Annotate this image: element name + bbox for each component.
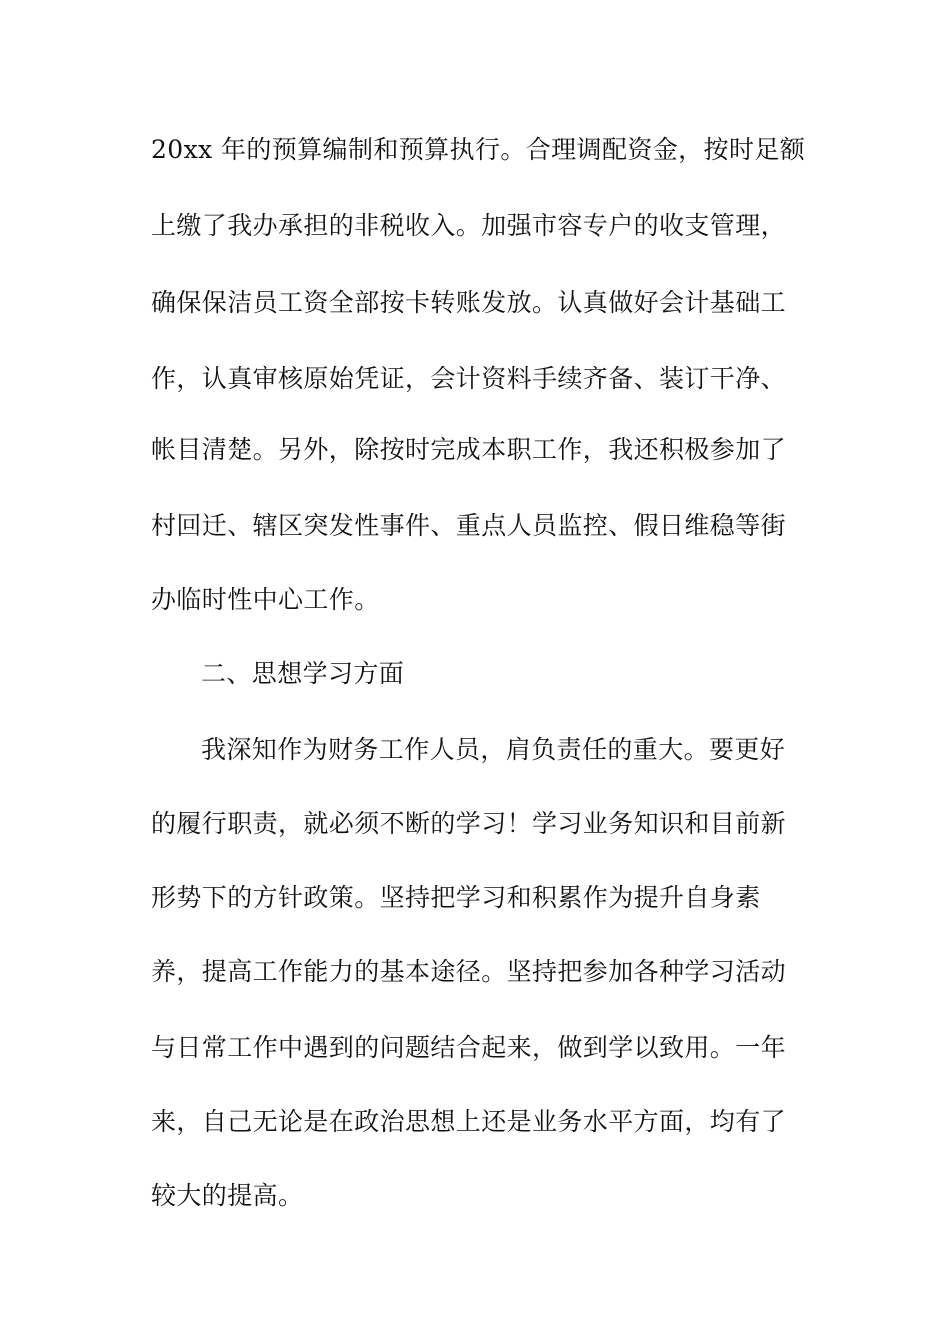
body-text-line: 较大的提高。 bbox=[151, 1181, 304, 1210]
body-text-line: 20xx 年的预算编制和预算执行。合理调配资金，按时足额 bbox=[151, 135, 806, 164]
body-text-line: 形势下的方针政策。坚持把学习和积累作为提升自身素 bbox=[151, 883, 761, 912]
body-text-line: 确保保洁员工资全部按卡转账发放。认真做好会计基础工 bbox=[151, 288, 787, 317]
body-text-line: 的履行职责，就必须不断的学习！学习业务知识和目前新 bbox=[151, 809, 787, 838]
body-text-line: 村回迁、辖区突发性事件、重点人员监控、假日维稳等街 bbox=[151, 511, 787, 540]
body-text-line: 帐目清楚。另外，除按时完成本职工作，我还积极参加了 bbox=[151, 435, 787, 464]
body-text-line: 我深知作为财务工作人员，肩负责任的重大。要更好 bbox=[201, 735, 786, 764]
body-text-line: 上缴了我办承担的非税收入。加强市容专户的收支管理， bbox=[151, 211, 787, 240]
body-text-line: 作，认真审核原始凭证，会计资料手续齐备、装订干净、 bbox=[151, 364, 787, 393]
section-heading: 二、思想学习方面 bbox=[201, 659, 405, 688]
body-text-line: 办临时性中心工作。 bbox=[151, 585, 380, 614]
body-text-line: 来，自己无论是在政治思想上还是业务水平方面，均有了 bbox=[151, 1107, 787, 1136]
body-text-line: 养，提高工作能力的基本途径。坚持把参加各种学习活动 bbox=[151, 957, 787, 986]
body-text-line: 与日常工作中遇到的问题结合起来，做到学以致用。一年 bbox=[151, 1033, 787, 1062]
